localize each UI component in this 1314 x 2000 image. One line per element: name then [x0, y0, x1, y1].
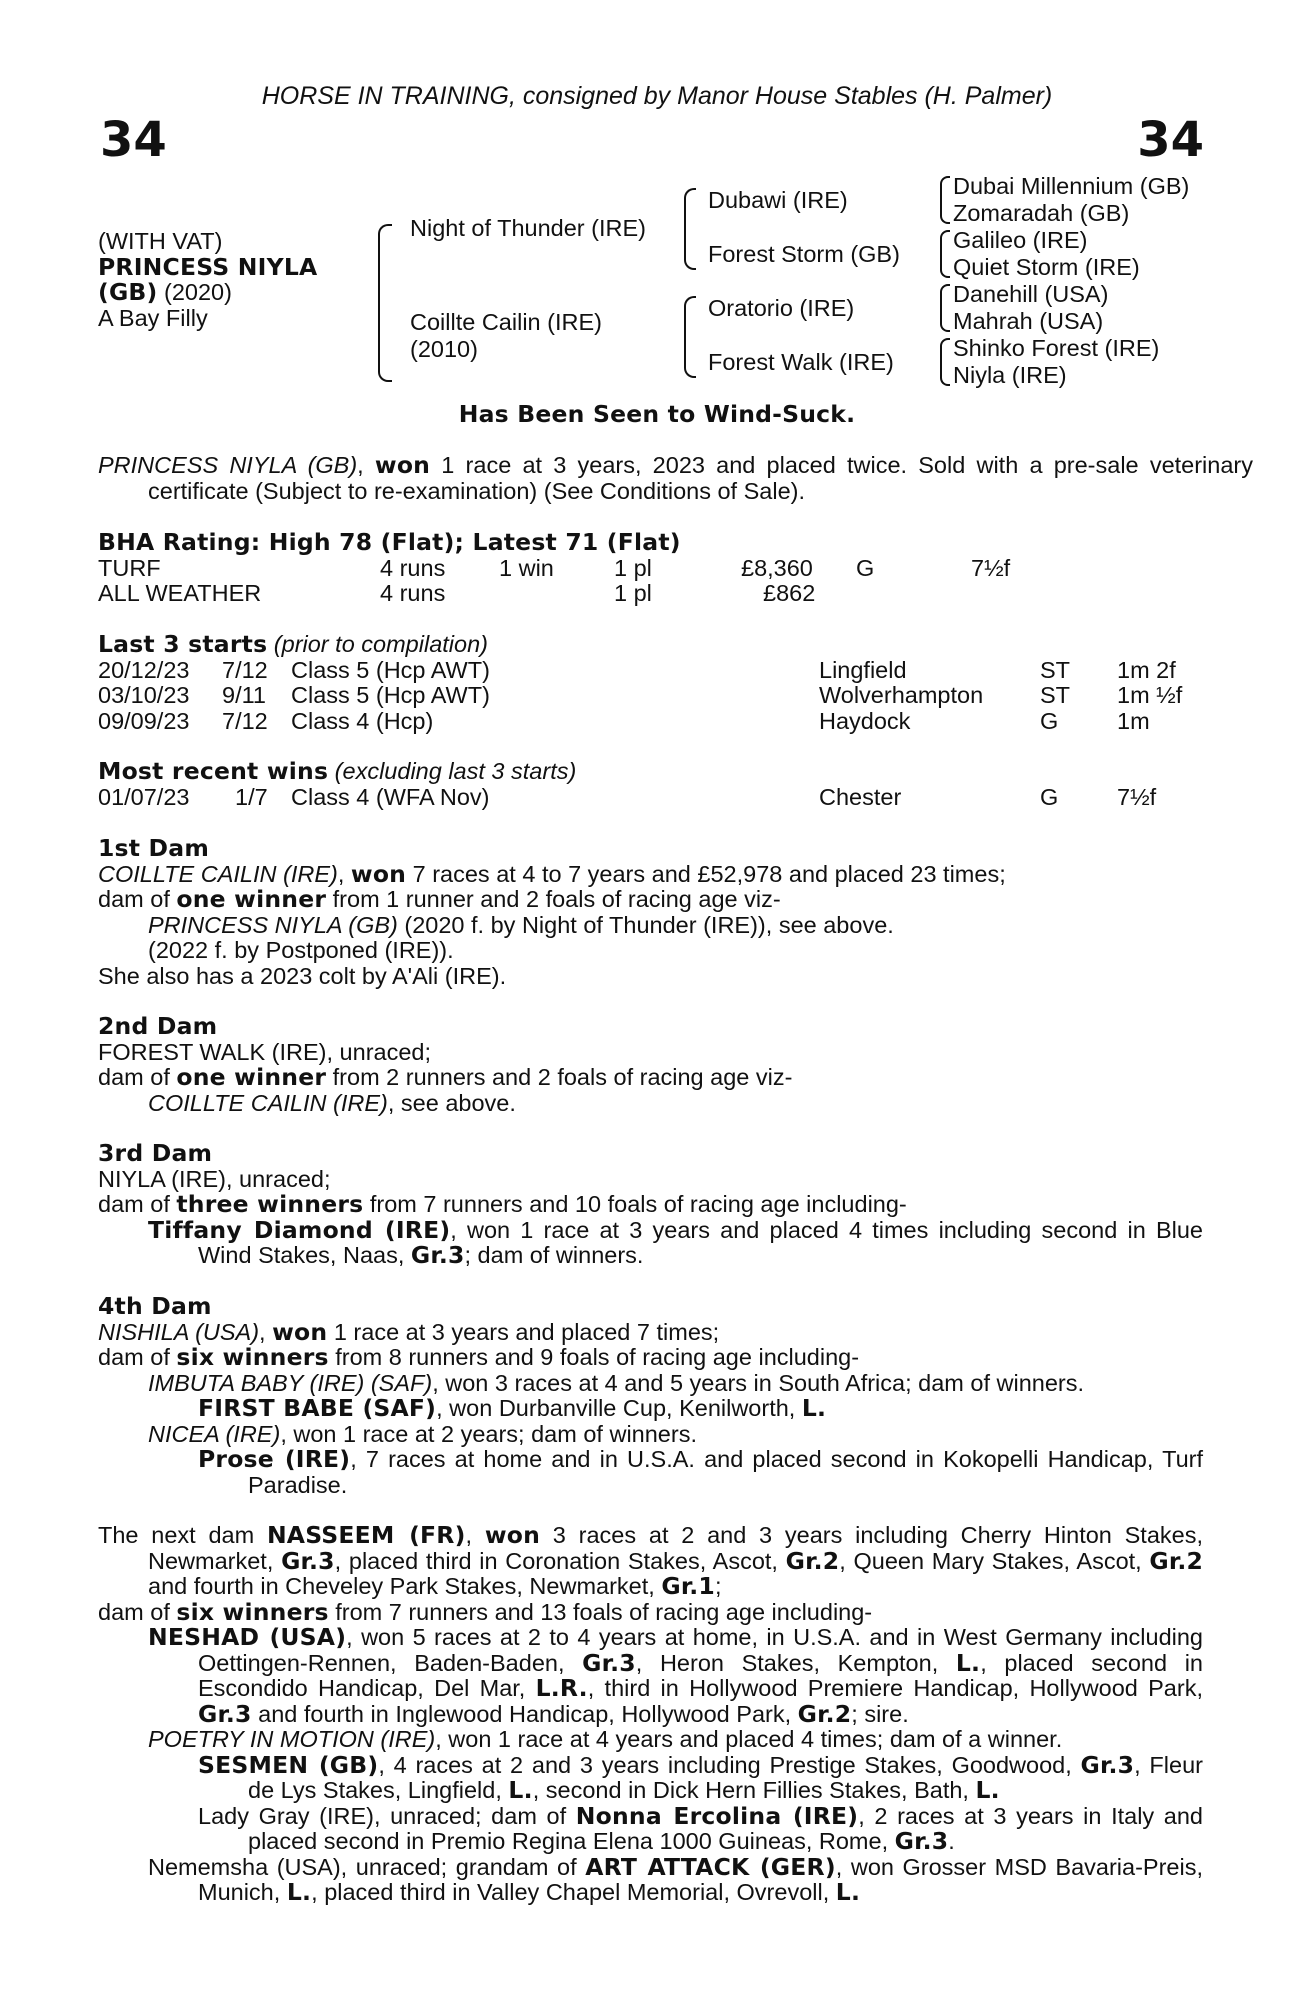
next-dam-line: [98, 1523, 1203, 1600]
produce-detail: , won 3 races at 4 and 5 years in South Africa; dam of winners.: [432, 1369, 1085, 1396]
produce-name: POETRY IN MOTION (IRE): [148, 1726, 436, 1752]
last-starts-title: Last 3 starts: [98, 630, 268, 658]
grade: L.: [801, 1394, 827, 1422]
fourth-dam-produce: [98, 1345, 1203, 1371]
start-distance: 1m: [1117, 707, 1150, 734]
produce-name: NICEA (IRE): [148, 1420, 281, 1447]
grade: L.: [975, 1776, 1000, 1804]
fourth-dam-section: [98, 1294, 1203, 1498]
start-date: 20/12/23: [98, 656, 190, 683]
pedigree-sire-dam: Forest Storm (GB): [708, 241, 900, 267]
lot-number-right: 34: [1137, 112, 1204, 168]
produce-detail: ; dam of winners.: [464, 1242, 644, 1268]
start-going: G: [1040, 707, 1059, 734]
dam-name: COILLTE CAILIN (IRE): [98, 860, 338, 887]
won-label: won: [484, 1521, 541, 1549]
horse-country: (GB): [98, 278, 158, 306]
grade: L.: [835, 1878, 861, 1906]
produce-name: COILLTE CAILIN (IRE): [148, 1089, 388, 1116]
produce-item: [98, 1447, 1203, 1498]
rating-going: G: [856, 554, 875, 581]
fourth-dam-heading: 4th Dam: [98, 1292, 212, 1320]
first-dam-heading: 1st Dam: [98, 834, 210, 862]
summary-won: won: [374, 451, 431, 479]
punct: ,: [465, 1522, 485, 1548]
text: , third in Hollywood Premiere Handicap, Hollywood Park,: [587, 1675, 1203, 1701]
rating-wins: 1 win: [499, 554, 554, 581]
horse-year: (2020): [157, 279, 232, 305]
horse-name: PRINCESS NIYLA: [98, 252, 318, 281]
dam-name: NASSEEM (FR): [266, 1521, 466, 1549]
recent-wins-note: (excluding last 3 starts): [328, 758, 577, 784]
summary-text: 1 race at 3 years, 2023 and placed twice. Sold with a pre-sale veterinary certificate (Subject to re-examination) (See Conditions of Sale).: [148, 452, 1253, 504]
produce-detail: (2020 f. by Night of Thunder (IRE)), see above.: [397, 911, 894, 938]
rating-prize: £8,360: [741, 554, 813, 581]
third-dam-produce: [98, 1192, 1203, 1218]
pedigree-dam-year: (2010): [410, 336, 478, 362]
start-course: Haydock: [819, 707, 911, 734]
text: ; sire.: [851, 1700, 909, 1727]
produce-name: SESMEN (GB): [198, 1750, 379, 1779]
punct: ,: [337, 860, 351, 887]
text: dam of: [98, 1191, 177, 1217]
start-position: 9/11: [222, 682, 266, 708]
pedigree-brace-gg3: [940, 284, 950, 332]
win-row: [98, 785, 1203, 811]
produce-name: ART ATTACK (GER): [585, 1852, 836, 1881]
produce-item: [98, 1422, 1203, 1448]
produce-item: [98, 1091, 1203, 1117]
rating-runs: 4 runs: [380, 554, 446, 581]
grade: L.: [286, 1878, 312, 1906]
start-date: 09/09/23: [98, 707, 190, 734]
vat-label: (WITH VAT): [98, 228, 223, 254]
winners-count: one winner: [176, 885, 327, 913]
third-dam-heading: 3rd Dam: [98, 1139, 213, 1167]
win-distance: 7½f: [1117, 783, 1157, 810]
text: dam of: [98, 1064, 177, 1090]
second-dam-section: [98, 1014, 1203, 1116]
dam-record: 7 races at 4 to 7 years and £52,978 and placed 23 times;: [406, 860, 1006, 887]
produce-name: NESHAD (USA): [148, 1623, 347, 1651]
winners-count: three winners: [176, 1190, 364, 1218]
produce-item: (2022 f. by Postponed (IRE)).: [148, 937, 454, 963]
pedigree-brace-gg1: [940, 176, 950, 224]
grade: L.: [508, 1776, 533, 1804]
winners-count: six winners: [176, 1343, 329, 1371]
grade: Gr.3: [410, 1241, 465, 1269]
text: from 1 runner and 2 foals of racing age viz-: [326, 886, 781, 912]
text: , Queen Mary Stakes, Ascot,: [839, 1547, 1150, 1574]
grade: L.: [955, 1648, 981, 1677]
next-dam-section: [98, 1523, 1203, 1906]
first-dam-produce: [98, 887, 1203, 913]
produce-detail: , won 1 race at 3 years and placed 4 times including second in Blue Wind Stakes, Naas,: [198, 1216, 1203, 1268]
text: , 4 races at 2 and 3 years including Prestige Stakes, Goodwood,: [378, 1751, 1081, 1778]
text: from 8 runners and 9 foals of racing age including-: [328, 1344, 860, 1370]
start-distance: 1m 2f: [1117, 656, 1176, 683]
win-position: 1/7: [235, 783, 268, 810]
pedigree-brace-main: [378, 224, 392, 382]
win-class: Class 4 (WFA Nov): [291, 783, 490, 810]
text: dam of: [98, 886, 177, 912]
grade: Gr.3: [894, 1827, 949, 1855]
text: , won Grosser MSD Bavaria-Preis, Munich,: [198, 1853, 1203, 1905]
produce-name: Nonna Ercolina (IRE): [575, 1801, 859, 1830]
pedigree-gg-2: Zomaradah (GB): [953, 200, 1130, 226]
produce-detail: , won 1 race at 2 years; dam of winners.: [280, 1420, 697, 1447]
grade: Gr.3: [1080, 1750, 1135, 1779]
start-course: Lingfield: [819, 656, 907, 683]
text: , placed second in Escondido Handicap, Del Mar,: [198, 1649, 1203, 1701]
horse-name-line2: [98, 280, 317, 306]
pedigree-gg-3: Galileo (IRE): [953, 227, 1088, 253]
rating-placed: 1 pl: [614, 554, 652, 581]
produce-name: FIRST BABE (SAF): [198, 1394, 437, 1422]
start-position: 7/12: [222, 656, 268, 683]
grade: Gr.2: [797, 1699, 852, 1728]
produce-item: [98, 1801, 1203, 1855]
first-dam-section: [98, 836, 1203, 989]
second-dam-heading: 2nd Dam: [98, 1012, 218, 1040]
text: Lady Gray (IRE), unraced; dam of: [198, 1802, 576, 1829]
rating-distance: 7½f: [971, 554, 1011, 581]
dam-record: 1 race at 3 years and placed 7 times;: [327, 1318, 720, 1345]
grade: Gr.2: [785, 1546, 840, 1575]
pedigree-dam-dam: Forest Walk (IRE): [708, 349, 894, 375]
grade: Gr.1: [661, 1572, 715, 1600]
start-position: 7/12: [222, 707, 268, 734]
third-dam-section: [98, 1141, 1203, 1269]
text: from 7 runners and 10 foals of racing age including-: [363, 1191, 907, 1217]
produce-item: [98, 1852, 1203, 1906]
dam-name: NISHILA (USA): [98, 1318, 260, 1345]
text: , placed third in Valley Chapel Memorial, Ovrevoll,: [311, 1879, 836, 1905]
text: from 7 runners and 13 foals of racing age including-: [328, 1598, 873, 1625]
text: , Heron Stakes, Kempton,: [635, 1649, 956, 1676]
grade: Gr.3: [582, 1648, 636, 1677]
pedigree-dam-sire: Oratorio (IRE): [708, 295, 855, 321]
won-label: won: [272, 1317, 328, 1346]
produce-name: PRINCESS NIYLA (GB): [148, 911, 398, 938]
produce-item: [98, 1625, 1203, 1727]
third-dam-line: NIYLA (IRE), unraced;: [98, 1165, 331, 1192]
produce-detail: , see above.: [387, 1089, 516, 1116]
second-dam-line: FOREST WALK (IRE), unraced;: [98, 1038, 432, 1065]
summary-horse-name: PRINCESS NIYLA (GB): [98, 452, 358, 478]
pedigree-brace-gg4: [940, 338, 950, 386]
text: Nememsha (USA), unraced; grandam of: [148, 1853, 586, 1880]
produce-item: [98, 1371, 1203, 1397]
winners-count: one winner: [176, 1063, 327, 1091]
start-date: 03/10/23: [98, 682, 190, 708]
pedigree-gg-1: Dubai Millennium (GB): [953, 173, 1190, 199]
produce-item: [98, 913, 1203, 939]
start-row: [98, 709, 1203, 735]
rating-heading: BHA Rating: High 78 (Flat); Latest 71 (Flat): [98, 528, 681, 556]
punct: .: [948, 1828, 955, 1854]
recent-wins-title: Most recent wins: [98, 757, 329, 785]
second-dam-produce: [98, 1065, 1203, 1091]
winners-count: six winners: [176, 1597, 329, 1626]
rating-prize: £862: [763, 580, 816, 606]
grade: Gr.3: [281, 1546, 335, 1575]
produce-detail: , won 1 race at 4 years and placed 4 times; dam of a winner.: [435, 1726, 1063, 1752]
pedigree-dam: Coillte Cailin (IRE): [410, 309, 602, 335]
start-class: Class 5 (Hcp AWT): [291, 682, 490, 708]
last-starts-heading: [98, 632, 1203, 658]
race-summary: PRINCESS NIYLA (GB), won 1 race at 3 years, 2023 and placed twice. Sold with a pre-sale veterinary certificate (Subject to re-examination) (See Conditions of Sale).: [98, 451, 1253, 504]
pedigree-brace-sire: [684, 188, 696, 270]
grade: Gr.3: [198, 1699, 252, 1728]
page-header: HORSE IN TRAINING, consigned by Manor House Stables (H. Palmer): [261, 82, 1053, 110]
horse-identity: [98, 229, 317, 331]
text: The next dam: [98, 1522, 267, 1548]
rating-surface: TURF: [98, 554, 161, 581]
produce-item: [98, 1727, 1203, 1753]
text: dam of: [98, 1344, 177, 1370]
produce-item: [98, 1396, 1203, 1422]
text: and fourth in Inglewood Handicap, Hollywood Park,: [251, 1700, 798, 1727]
win-date: 01/07/23: [98, 783, 190, 810]
produce-item: [98, 1750, 1203, 1804]
next-dam-produce: [98, 1597, 1203, 1626]
pedigree-sire-sire: Dubawi (IRE): [708, 187, 848, 213]
pedigree-brace-gg2: [940, 230, 950, 278]
produce-name: Tiffany Diamond (IRE): [148, 1215, 451, 1244]
start-distance: 1m ½f: [1117, 682, 1183, 708]
grade: Gr.2: [1149, 1546, 1204, 1575]
text: , won 5 races at 2 to 4 years at home, in U.S.A. and in West Germany including Oettingen-Rennen, Baden-Baden,: [198, 1624, 1203, 1676]
won-label: won: [350, 859, 407, 888]
rating-surface: ALL WEATHER: [98, 580, 262, 606]
punct: ;: [714, 1573, 722, 1599]
start-row: [98, 658, 1203, 684]
text: from 2 runners and 2 foals of racing age viz-: [326, 1064, 793, 1090]
first-dam-line: [98, 859, 1203, 888]
last-starts-note: (prior to compilation): [267, 631, 488, 657]
pedigree-brace-dam: [684, 296, 696, 378]
recent-wins-section: [98, 759, 1203, 810]
pedigree-gg-8: Niyla (IRE): [953, 362, 1067, 388]
text: , 2 races at 3 years in Italy and placed second in Premio Regina Elena 1000 Guineas, Rome,: [248, 1802, 1203, 1854]
wind-suck-notice: Has Been Seen to Wind-Suck.: [458, 400, 856, 428]
lot-number-left: 34: [100, 112, 167, 168]
start-going: ST: [1040, 682, 1071, 708]
produce-item: [98, 1215, 1203, 1269]
start-class: Class 5 (Hcp AWT): [291, 656, 490, 683]
win-course: Chester: [819, 783, 902, 810]
produce-detail: , won Durbanville Cup, Kenilworth,: [436, 1395, 802, 1421]
start-going: ST: [1040, 656, 1071, 683]
start-course: Wolverhampton: [819, 682, 984, 708]
pedigree-gg-4: Quiet Storm (IRE): [953, 254, 1140, 280]
punct: ,: [259, 1318, 273, 1345]
horse-description: A Bay Filly: [98, 304, 208, 331]
last-starts-section: [98, 632, 1203, 734]
produce-name: Prose (IRE): [198, 1445, 351, 1473]
start-row: [98, 683, 1203, 709]
rating-row-turf: [98, 556, 1203, 582]
pedigree-gg-7: Shinko Forest (IRE): [953, 335, 1160, 361]
pedigree-gg-5: Danehill (USA): [953, 281, 1109, 307]
grade: L.R.: [535, 1674, 588, 1702]
produce-name: IMBUTA BABY (IRE) (SAF): [148, 1369, 433, 1396]
recent-wins-heading: [98, 759, 1203, 785]
pedigree-sire: Night of Thunder (IRE): [410, 215, 646, 241]
rating-row-all-weather: [98, 581, 1203, 607]
text: 3 races at 2 and 3 years including Cherry Hinton Stakes, Newmarket,: [148, 1522, 1204, 1574]
win-going: G: [1040, 783, 1059, 810]
rating-placed: 1 pl: [614, 580, 652, 606]
text: , second in Dick Hern Fillies Stakes, Bath,: [532, 1777, 976, 1803]
produce-detail: , 7 races at home and in U.S.A. and placed second in Kokopelli Handicap, Turf Paradise.: [248, 1446, 1203, 1498]
fourth-dam-line: [98, 1317, 1203, 1346]
text: dam of: [98, 1598, 177, 1625]
text: and fourth in Cheveley Park Stakes, Newmarket,: [148, 1573, 662, 1599]
first-dam-note: She also has a 2023 colt by A'Ali (IRE).: [98, 962, 507, 989]
rating-section: [98, 530, 1203, 607]
text: , Fleur de Lys Stakes, Lingfield,: [248, 1751, 1203, 1803]
text: , placed third in Coronation Stakes, Ascot,: [334, 1547, 786, 1574]
rating-runs: 4 runs: [380, 580, 446, 606]
start-class: Class 4 (Hcp): [291, 707, 434, 734]
pedigree-gg-6: Mahrah (USA): [953, 308, 1104, 334]
